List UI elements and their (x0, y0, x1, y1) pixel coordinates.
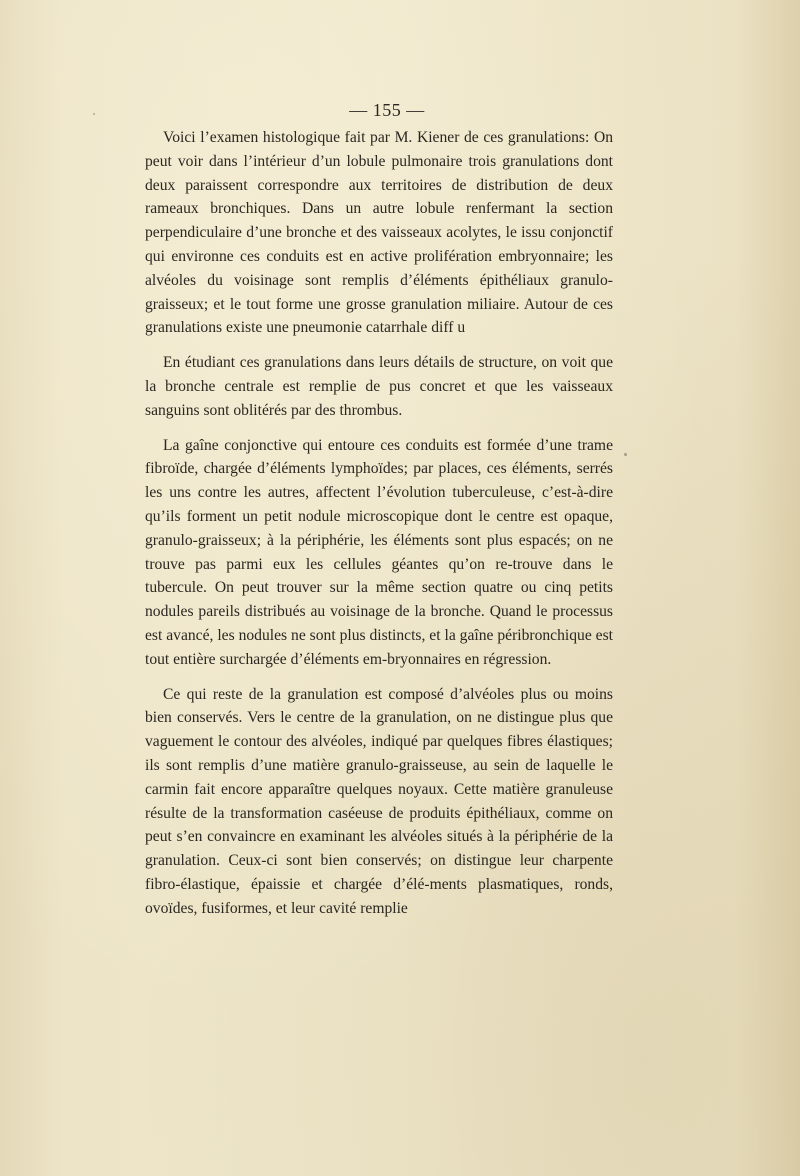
paragraph-structure-details: En étudiant ces granulations dans leurs détails de structure, on voit que la bronche centrale est remplie de pus concret et que les vaisseaux sanguins sont oblitérés par des thrombus. (145, 354, 613, 419)
page-number: — 155 — (349, 100, 425, 120)
ink-speck (624, 453, 627, 456)
paragraph-granulation-remains: Ce qui reste de la granulation est composé d’alvéoles plus ou moins bien conservés. Vers le centre de la granulation, on ne distingue plus que vaguement le contour des alvéoles, indiqué par quelques fibres élastiques; ils sont remplis d’une matière granulo-graisseuse, au sein de laquelle le carmin fait encore apparaître quelques noyaux. Cette matière granuleuse résulte de la transformation caséeuse de produits épithéliaux, comme on peut s’en convaincre en examinant les alvéoles situés à la périphérie de la granulation. Ceux-ci sont bien conservés; on distingue leur charpente fibro-élastique, épaissie et chargée d’élé-ments plasmatiques, ronds, ovoïdes, fusiformes, et leur cavité remplie (145, 685, 613, 917)
paragraph-conjunctive-sheath: La gaîne conjonctive qui entoure ces conduits est formée d’une trame fibroïde, chargée d’éléments lymphoïdes; par places, ces éléments, serrés les uns contre les autres, affectent l’évolution tuberculeuse, c’est-à-dire qu’ils forment un petit nodule microscopique dont le centre est opaque, granulo-graisseux; à la périphérie, les éléments sont plus espacés; on ne trouve pas parmi eux les cellules géantes qu’on re-trouve dans le tubercule. On peut trouver sur la même section quatre ou cinq petits nodules pareils distribués au voisinage de la bronche. Quand le processus est avancé, les nodules ne sont plus distincts, et la gaîne péribronchique est tout entière surchargée d’éléments em-bryonnaires en régression. (145, 436, 613, 668)
paragraph-histology-intro: Voici l’examen histologique fait par M. Kiener de ces granulations: On peut voir dans l’intérieur d’un lobule pulmonaire trois granulations dont deux paraissent correspondre aux territoires de distribution de deux rameaux bronchiques. Dans un autre lobule renfermant la section perpendiculaire d’une bronche et des vaisseaux acolytes, le issu conjonctif qui environne ces conduits est en active prolifération embryonnaire; les alvéoles du voisinage sont remplis d’éléments épithéliaux granulo-graisseux; et le tout forme une grosse granulation miliaire. Autour de ces granulations existe une pneumonie catarrhale diff u (145, 129, 613, 337)
body-text (145, 126, 613, 921)
ink-speck (93, 113, 95, 115)
